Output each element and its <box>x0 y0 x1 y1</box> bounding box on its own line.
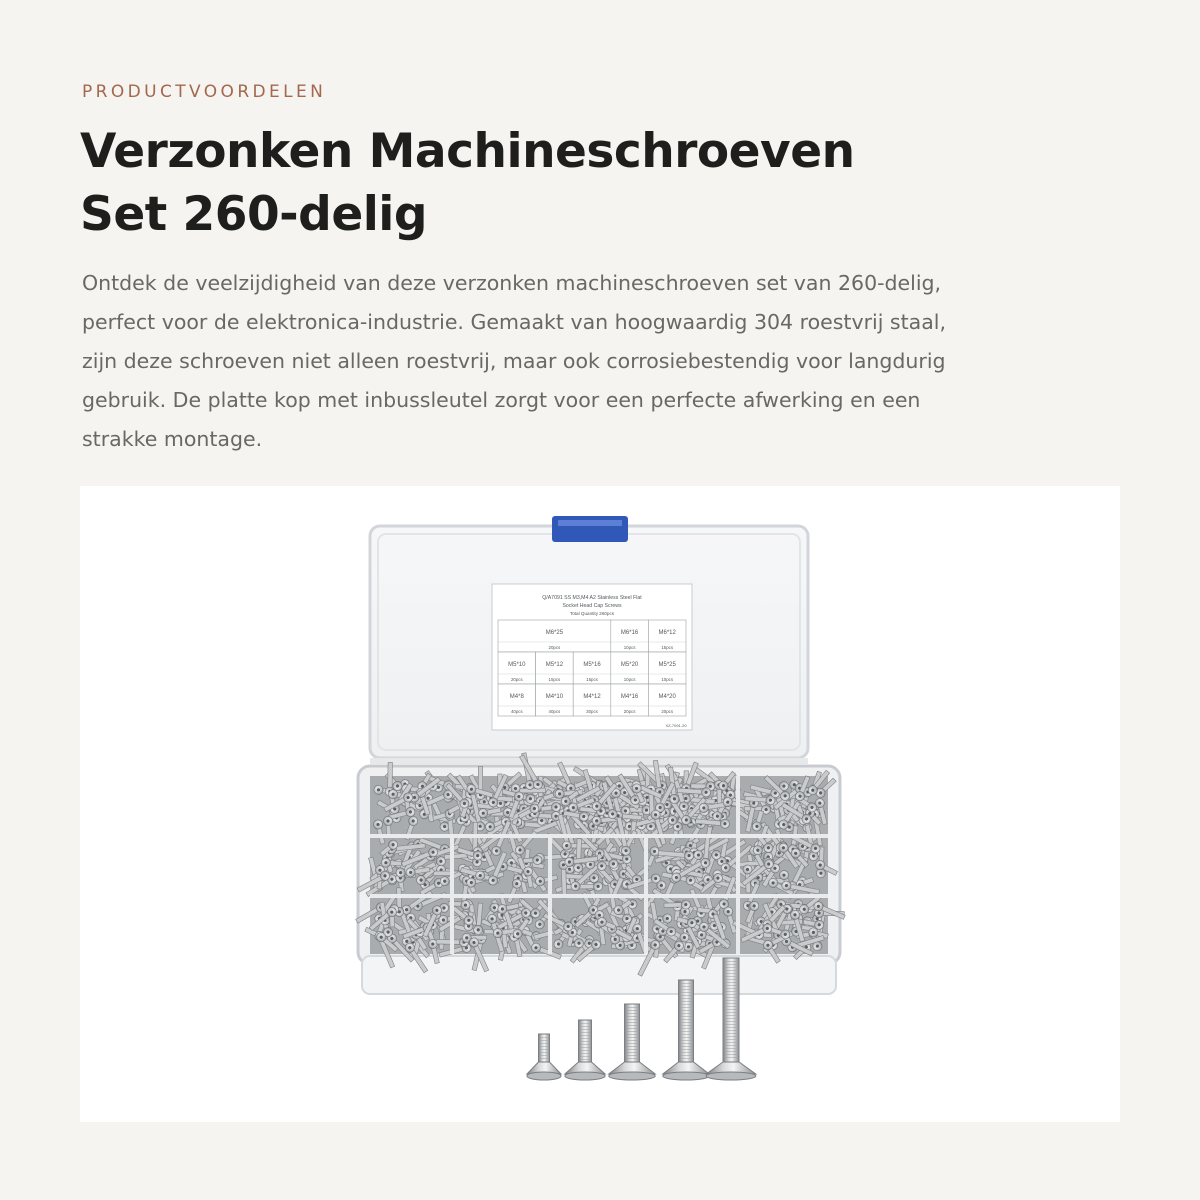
label-cell-size: M5*20 <box>620 662 639 668</box>
product-description <box>82 264 1082 459</box>
description-line: zijn deze schroeven niet alleen roestvrij, maar ook corrosiebestendig voor langdurig <box>82 349 946 373</box>
label-title: Socket Head Cap Screws <box>562 603 622 609</box>
label-cell-size: M6*25 <box>545 630 564 636</box>
product-photo <box>80 486 1120 1122</box>
label-cell-qty: 15pcs <box>586 677 598 682</box>
page-title <box>80 120 855 246</box>
label-cell-qty: 20pcs <box>548 645 561 650</box>
label-cell-size: M4*16 <box>620 694 639 700</box>
description-line: gebruik. De platte kop met inbussleutel zorgt voor een perfecte afwerking en een <box>82 388 921 412</box>
label-cell <box>573 652 611 684</box>
label-cell <box>498 652 536 684</box>
box-hinge <box>370 758 808 764</box>
sample-screw <box>565 1020 605 1080</box>
label-cell <box>498 684 536 716</box>
label-cell-qty: 30pcs <box>586 709 598 714</box>
label-cell-qty: 20pcs <box>661 709 674 714</box>
label-cell <box>611 684 649 716</box>
label-cell <box>648 684 686 716</box>
label-total: Total Quantity 260pcs <box>569 611 615 616</box>
page-title-line-1: Verzonken Machineschroeven <box>80 124 855 179</box>
description-line: perfect voor de elektronica-industrie. Gemaakt van hoogwaardig 304 roestvrij staal, <box>82 310 946 334</box>
label-cell-qty: 10pcs <box>661 677 674 682</box>
box-label <box>492 584 692 730</box>
label-cell-size: M4*12 <box>583 694 601 700</box>
label-cell-qty: 40pcs <box>510 709 523 714</box>
sample-screw <box>609 1004 656 1080</box>
description-line: Ontdek de veelzijdigheid van deze verzonken machineschroeven set van 260-delig, <box>82 271 942 295</box>
label-cell-size: M5*10 <box>508 662 526 668</box>
label-cell <box>573 684 611 716</box>
label-cell <box>611 620 649 652</box>
box-latch <box>552 516 628 542</box>
label-cell-size: M4*20 <box>658 694 676 700</box>
label-cell-qty: 10pcs <box>623 677 636 682</box>
tray-screws <box>354 752 846 977</box>
label-title: Q/A7091 SS M3,M4 A2 Stainless Steel Flat <box>542 595 642 601</box>
label-cell-qty: 20pcs <box>623 709 636 714</box>
label-cell-size: M5*12 <box>545 662 564 668</box>
label-cell-qty: 15pcs <box>548 677 561 682</box>
label-cell-qty: 15pcs <box>661 645 674 650</box>
label-cell-qty: 10pcs <box>623 645 636 650</box>
label-cell <box>536 684 574 716</box>
description-line: strakke montage. <box>82 427 263 451</box>
section-eyebrow: PRODUCTVOORDELEN <box>82 82 327 102</box>
product-image-panel <box>80 486 1120 1122</box>
label-cell-size: M6*16 <box>620 630 639 636</box>
label-cell-size: M4*8 <box>509 694 524 700</box>
label-cell-size: M6*12 <box>658 630 676 636</box>
label-cell-size: M5*25 <box>658 662 676 668</box>
label-cell <box>648 652 686 684</box>
label-grid <box>498 620 686 716</box>
sample-screw <box>527 1034 561 1080</box>
label-cell-size: M5*16 <box>583 662 601 668</box>
label-cell-qty: 20pcs <box>510 677 523 682</box>
label-cell <box>611 652 649 684</box>
label-code: XZ-7091-20 <box>665 723 687 728</box>
label-cell-qty: 40pcs <box>548 709 561 714</box>
label-cell <box>536 652 574 684</box>
page-title-line-2: Set 260-delig <box>80 187 428 242</box>
label-cell <box>648 620 686 652</box>
label-cell-size: M4*10 <box>545 694 564 700</box>
label-cell <box>498 620 611 652</box>
